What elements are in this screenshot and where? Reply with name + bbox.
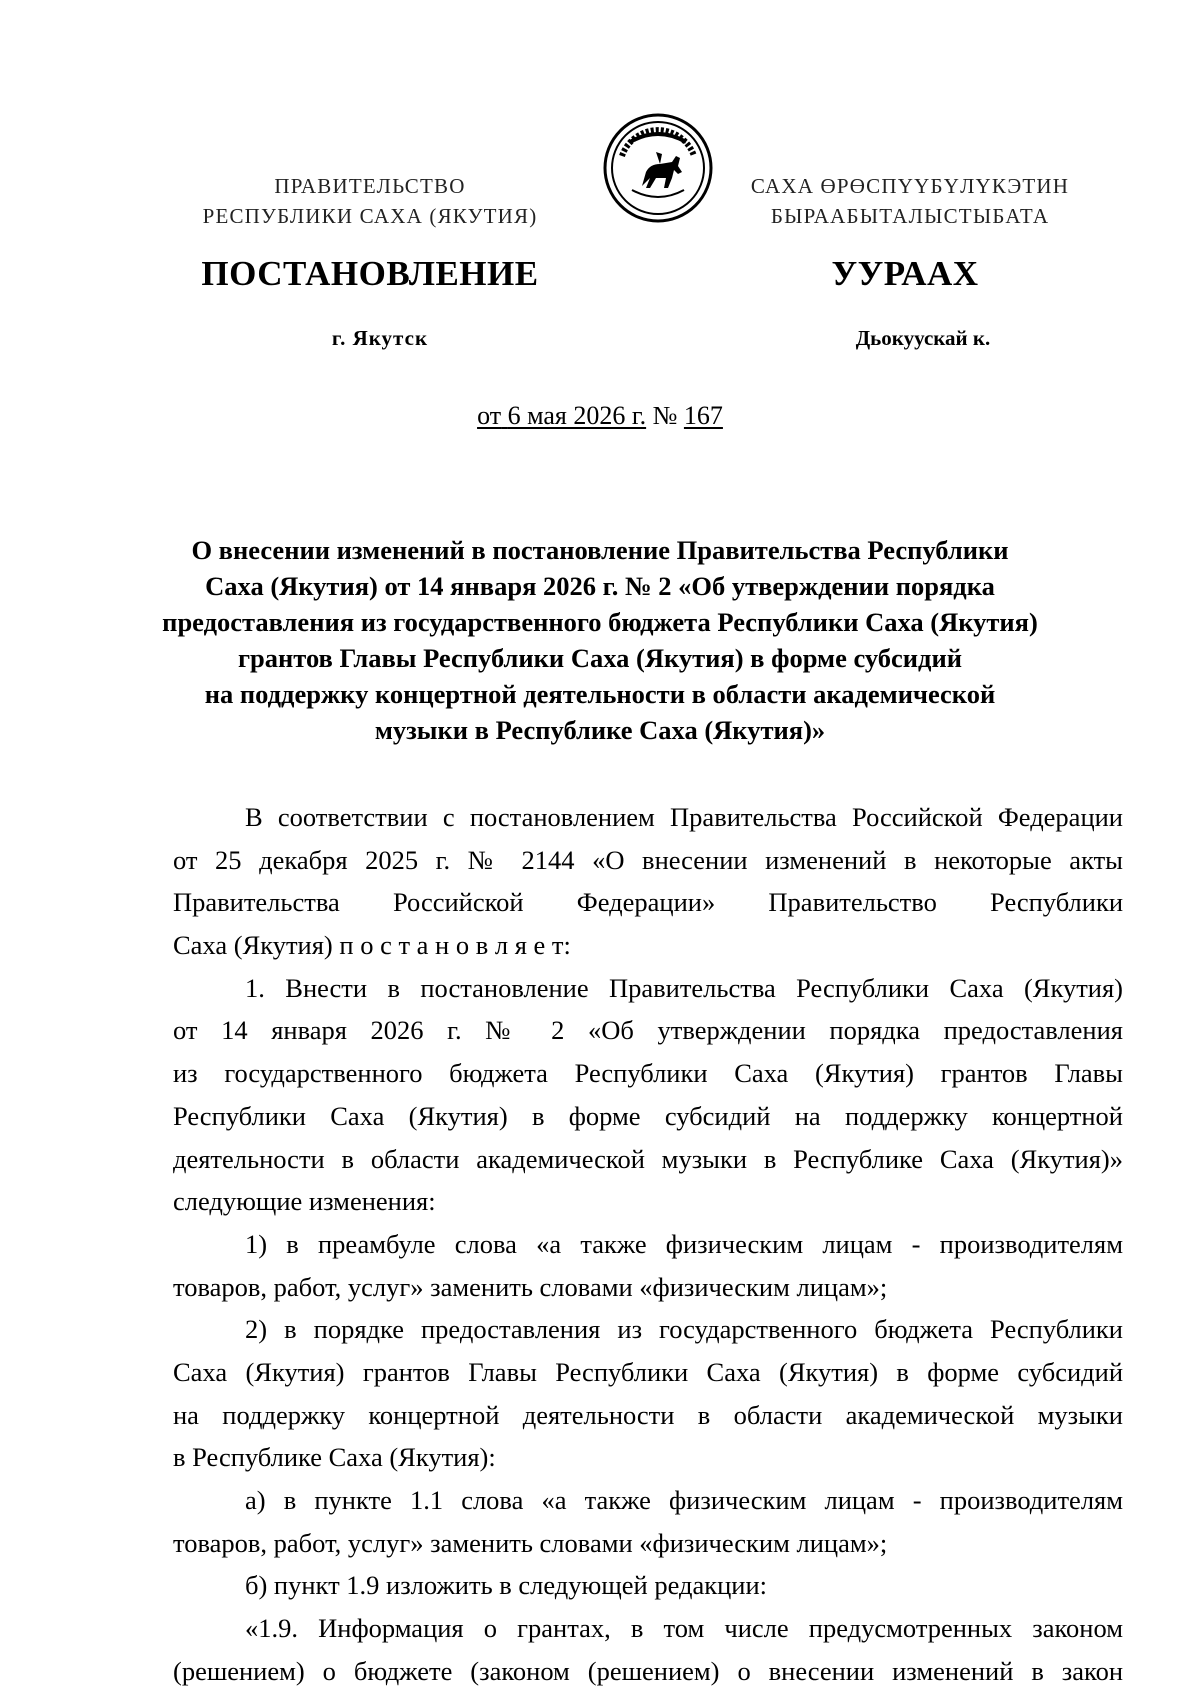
document-number: 167 [683, 401, 723, 430]
resolution-keyword: п о с т а н о в л я е т: [339, 930, 571, 961]
body-line: товаров, работ, услуг» заменить словами «физическим лицам»; [173, 1271, 888, 1302]
body-text: Саха (Якутия) [173, 930, 333, 961]
body-line [173, 924, 1123, 967]
number-sign: № [652, 401, 678, 430]
body-line: «1.9. Информация о грантах, в том числе предусмотренных законом [245, 1613, 1123, 1644]
body-line: на поддержку концертной деятельности в области академической музыки [173, 1399, 1123, 1430]
document-body [173, 796, 1123, 1692]
body-line: из государственного бюджета Республики Саха (Якутия) грантов Главы [173, 1058, 1123, 1089]
body-line: Правительства Российской Федерации» Правительство Республики [173, 887, 1123, 918]
org-name-line: БЫРААБЫТАЛЫСТЫБАТА [770, 204, 1050, 228]
title-line: грантов Главы Республики Саха (Якутия) в форме субсидий [237, 643, 962, 673]
body-line: 1. Внести в постановление Правительства Республики Саха (Якутия) [245, 972, 1123, 1003]
city-russian: г. Якутск [331, 326, 429, 350]
org-name-sakha [720, 171, 1100, 231]
org-name-russian [150, 171, 590, 231]
title-line: на поддержку концертной деятельности в области академической [204, 679, 996, 709]
body-line: деятельности в области академической музыки в Республике Саха (Якутия)» [173, 1143, 1123, 1174]
date-number-line [0, 400, 1200, 432]
body-line: а) в пункте 1.1 слова «а также физическим лицам - производителям [245, 1485, 1123, 1515]
doc-type-russian: ПОСТАНОВЛЕНИЕ [201, 254, 539, 293]
document-date: 6 мая 2026 г. [507, 401, 647, 430]
org-name-line: РЕСПУБЛИКИ САХА (ЯКУТИЯ) [202, 204, 538, 228]
title-line: О внесении изменений в постановление Правительства Республики [191, 535, 1009, 565]
body-line: б) пункт 1.9 изложить в следующей редакции: [245, 1570, 768, 1601]
date-prefix: от [477, 401, 502, 430]
title-line: предоставления из государственного бюджета Республики Саха (Якутия) [162, 607, 1038, 637]
body-line: товаров, работ, услуг» заменить словами «физическим лицам»; [173, 1527, 888, 1558]
sakha-coat-of-arms-icon [602, 112, 714, 224]
city-sakha: Дьокуускай к. [855, 326, 991, 350]
body-line: 2) в порядке предоставления из государственного бюджета Республики [245, 1314, 1123, 1345]
doc-type-sakha: УУРААХ [831, 254, 979, 293]
body-line: В соответствии с постановлением Правительства Российской Федерации [245, 802, 1123, 832]
title-line: музыки в Республике Саха (Якутия)» [374, 715, 826, 745]
body-line: следующие изменения: [173, 1186, 436, 1217]
title-line: Саха (Якутия) от 14 января 2026 г. № 2 «Об утверждении порядка [205, 571, 995, 601]
body-line: от 25 декабря 2025 г. № 2144 «О внесении изменений в некоторые акты [173, 844, 1123, 875]
body-line: 1) в преамбуле слова «а также физическим лицам - производителям [245, 1228, 1123, 1259]
document-title [160, 532, 1040, 748]
body-line: Саха (Якутия) грантов Главы Республики Саха (Якутия) в форме субсидий [173, 1356, 1123, 1387]
org-name-line: ПРАВИТЕЛЬСТВО [274, 174, 466, 198]
org-name-line: САХА ӨРӨСПҮҮБҮЛҮКЭТИН [750, 174, 1070, 198]
body-line: в Республике Саха (Якутия): [173, 1442, 496, 1473]
body-line: Республики Саха (Якутия) в форме субсидий на поддержку концертной [173, 1100, 1123, 1131]
body-line: от 14 января 2026 г. № 2 «Об утверждении порядка предоставления [173, 1015, 1123, 1046]
body-line: (решением) о бюджете (законом (решением) о внесении изменений в закон [173, 1655, 1123, 1686]
